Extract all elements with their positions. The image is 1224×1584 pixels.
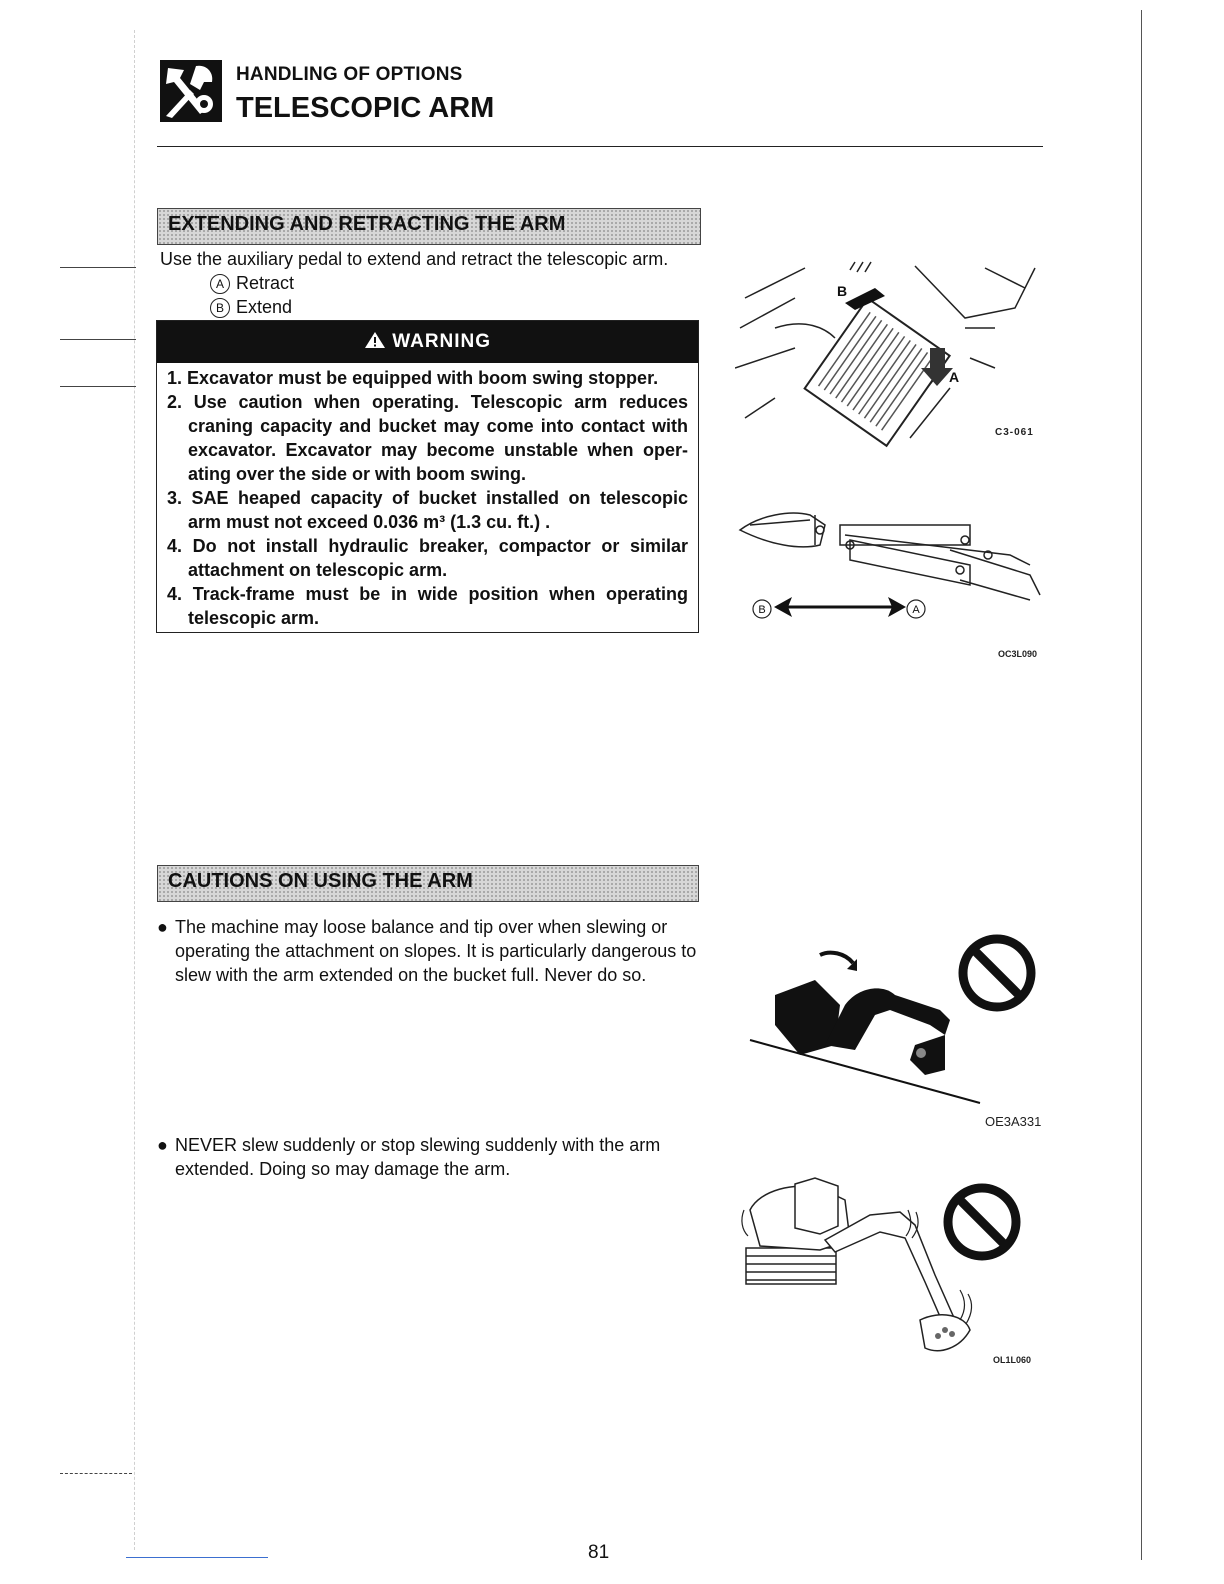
caution-text: The machine may loose balance and tip over when slewing or operating the attachment on slopes. It is particularly dangerous to slew with the arm extended on the bucket full. Never do so. [175,917,697,985]
revision-mark [60,339,136,340]
option-label: Retract [236,273,295,293]
option-extend [210,295,292,319]
section-heading-extending: EXTENDING AND RETRACTING THE ARM [157,208,701,245]
revision-mark [60,1473,132,1474]
warning-title: WARNING [392,331,492,352]
warning-list [167,366,688,630]
figure-code: OC3L090 [998,649,1038,659]
telescopic-arm-illustration [730,485,1050,630]
warning-item: 3. SAE heaped capacity of bucket installed on telescopic arm must not exceed 0.036 m³ (1.3 cu. ft.) . [167,488,688,532]
option-mark: A [210,274,230,294]
excavator-slew-illustration [740,1170,1040,1370]
warning-item: 4. Do not install hydraulic breaker, compactor or similar attachment on telescopic arm. [167,536,688,580]
excavator-slope-illustration [745,925,1045,1110]
warning-box [156,320,699,633]
intro-text: Use the auxiliary pedal to extend and retract the telescopic arm. [160,249,669,269]
bullet-icon: ● [157,917,168,937]
revision-mark [60,267,136,268]
arm-label-a: A [912,604,920,616]
header-divider [157,146,1043,147]
figure-code: OL1L060 [993,1355,1032,1365]
warning-header [157,321,698,363]
warning-item: 1. Excavator must be equipped with boom swing stopper. [167,368,659,388]
figure-code: C3-061 [995,427,1034,438]
header-subtitle: HANDLING OF OPTIONS [236,64,463,85]
pedal-label-b: B [837,283,848,299]
bottom-link-underline [126,1557,268,1558]
pedal-illustration [735,258,1045,448]
caution-bullet [157,1133,701,1181]
right-margin-line [1141,10,1142,1560]
left-margin-line [134,30,135,1550]
section-heading-cautions: CAUTIONS ON USING THE ARM [157,865,699,902]
figure-code: OE3A331 [985,1114,1042,1129]
warning-item: 2. Use caution when operating. Telescopic arm reduces craning capacity and bucket may come into contact with excavator. Excavator may become unstable when oper-ating over the side or with boom swing. [167,392,688,484]
caution-text: NEVER slew suddenly or stop slewing suddenly with the arm extended. Doing so may damage the arm. [175,1135,661,1179]
page-title: TELESCOPIC ARM [236,92,495,124]
warning-item: 4. Track-frame must be in wide position when operating telescopic arm. [167,584,688,628]
slew-figure [740,1170,1040,1370]
pedal-label-a: A [949,369,960,385]
warning-triangle-icon [364,331,386,349]
tools-icon [160,60,222,122]
caution-bullet [157,915,701,987]
arm-label-b: B [758,604,766,616]
option-retract [210,271,294,295]
bullet-icon: ● [157,1135,168,1155]
arm-figure [730,485,1050,630]
slope-figure [745,925,1045,1110]
option-mark: B [210,298,230,318]
page-number: 81 [588,1542,610,1563]
option-label: Extend [236,297,293,317]
revision-mark [60,386,136,387]
pedal-figure [735,258,1045,448]
